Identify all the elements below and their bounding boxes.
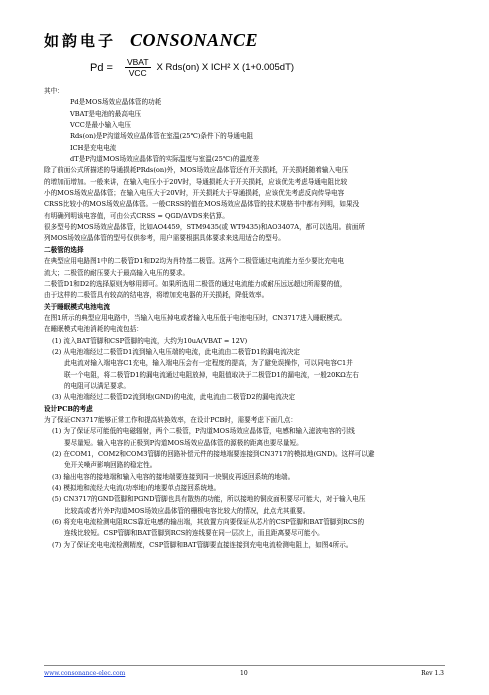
text-line: 由于这样的二极管具有较高的结电容，将增加充电器的开关损耗，降低效率。	[44, 291, 269, 300]
formula-numerator: VBAT	[126, 57, 149, 67]
text-line: 有明确列明该电容值，可由公式CRSS = QGD/ΔVDS来估算。	[44, 211, 229, 220]
text-line: 免开关噪声影响回路的稳定性。	[64, 461, 157, 470]
text-line: Rds(on)是P沟道场效应晶体管在室温(25℃)条件下的导通电阻	[70, 132, 254, 141]
list-item: (2) 从电池端经过二极管D1流到输入电压端的电流，此电流由二极管D1的漏电流决定	[52, 347, 300, 356]
text-line: 此电流对输入端电容C1充电，输入端电压会有一定程度的提高，为了避免误操作，可以同电容C1并	[64, 359, 353, 368]
list-item: (3) 输出电容的接地端和输入电容的接地端要连接到同一块铜皮再返回系统的地端。	[52, 472, 295, 481]
text-line: 的电阻可以满足要求。	[64, 381, 130, 390]
text-line: 其中：	[44, 87, 64, 95]
text-line: 在典型应用电路图1中的二极管D1和D2均为肖特基二极管。这两个二极管通过电流能力至少要比充电电	[44, 257, 345, 266]
footer	[44, 670, 444, 680]
list-item: (1) 为了保证尽可能低的电磁辐射，两个二极管，P沟道MOS场效应晶体管，电感和输入滤波电容的引线	[52, 427, 355, 436]
list-item: (1) 流入BAT管脚和CSP管脚的电流，大约为10uA(VBAT = 12V)	[52, 336, 248, 345]
revision-label: Rev 1.3	[421, 670, 444, 677]
website-link[interactable]: www.consonance-elec.com	[44, 670, 126, 677]
section-heading: 设计PCB的考虑	[44, 404, 93, 413]
text-line: ICH是充电电流	[70, 143, 117, 152]
text-line: 小的MOS场效应晶体管；在输入电压大于20V时，开关损耗大于导通损耗，应该优先考虑反向传导电容	[44, 189, 345, 198]
text-line: 联一个电阻，将二极管D1的漏电流通过电阻放掉，电阻值取决于二极管D1的漏电流，一般20KΩ左右	[64, 370, 359, 379]
text-line: 很多型号的MOS场效应晶体管，比如AO4459，STM9435(或 WT9435)和AO3407A，都可以选用。前面所	[44, 223, 366, 232]
formula-rhs: X Rds(on) X ICH² X (1+0.005dT)	[156, 62, 295, 73]
text-line: 为了保证CN3717能够正常工作和提高转换效率，在设计PCB时，需要考虑下面几点：	[44, 415, 297, 424]
text-line: VBAT是电池的最高电压	[70, 109, 142, 118]
text-line: 在睡眠模式电池消耗的电流包括：	[44, 325, 143, 334]
company-logo-english: CONSONANCE	[130, 30, 259, 50]
text-line: VCC是最小输入电压	[70, 121, 132, 130]
list-item: (5) CN3717的GND管脚和PGND管脚也具有散热的功能，所以接地的铜皮面积要尽可能大，对于输入电压	[52, 495, 366, 504]
text-line: 比较高或者片外P沟道MOS场效应晶体管的栅极电容比较大的情况，此点尤其重要。	[64, 506, 310, 515]
header	[44, 30, 258, 51]
list-item: (7) 为了保证充电电流检测精度，CSP管脚和BAT管脚要直接连接到充电电流检测电阻上，如图4所示。	[52, 540, 353, 549]
formula-fraction	[125, 57, 151, 78]
text-line: Pd是MOS场效应晶体管的功耗	[70, 98, 162, 107]
footer-divider	[44, 665, 445, 666]
text-line: 列MOS场效应晶体管的型号仅供参考，用户需要根据具体要求来选用适合的型号。	[44, 234, 285, 243]
text-line: 要尽量短。输入电容的正极到P沟道MOS场效应晶体管的源极的距离也要尽量短。	[64, 438, 303, 447]
formula-lhs: Pd =	[90, 61, 113, 74]
body-text	[44, 86, 444, 551]
section-heading: 关于睡眠模式电池电流	[44, 302, 110, 311]
text-line: 的增加而增加。一般来讲，在输入电压小于20V时，导通损耗大于开关损耗，应该优先考虑导通电阻比较	[44, 177, 348, 186]
text-line: 流大；二极管的耐压要大于最高输入电压的要求。	[44, 268, 190, 277]
power-dissipation-formula	[90, 57, 294, 78]
text-line: 在图1所示的典型应用电路中，当输入电压掉电或者输入电压低于电池电压时，CN3717进入睡眠模式。	[44, 313, 347, 322]
text-line: 二极管D1和D2的选择原则为够用即可。如果所选用二极管的通过电流能力或耐压远远超过所需要的值，	[44, 279, 347, 288]
formula-denominator: VCC	[128, 68, 147, 78]
text-line: CRSS比较小的MOS场效应晶体管。一般CRSS的值在MOS场效应晶体管的技术规格书中都有列明，如果没	[44, 200, 360, 209]
text-line: 除了前面公式所描述的导通损耗PRds(on)外，MOS场效应晶体管还有开关损耗，开关损耗随着输入电压	[44, 166, 349, 175]
text-line: dT是P沟道MOS场效应晶体管的实际温度与室温(25℃)的温度差	[70, 155, 260, 164]
page-number: 10	[240, 670, 248, 677]
section-heading: 二极管的选择	[44, 245, 84, 254]
list-item: (4) 模拟地和流经大电流(功率地)的地要单点接回系统地。	[52, 484, 221, 493]
list-item: (6) 将充电电流检测电阻RCS靠近电感的输出端，其放置方向要保证从芯片的CSP管脚和BAT管脚到RCS的	[52, 518, 365, 527]
list-item: (2) 在COM1，COM2和COM3管脚的回路补偿元件的接地端要连接到CN3717的模拟地(GND)。这样可以避	[52, 450, 375, 458]
company-logo-chinese: 如韵电子	[44, 32, 117, 50]
list-item: (3) 从电池端经过二极管D2流到地(GND)的电流，此电流由二极管D2的漏电流决定	[52, 393, 296, 402]
text-line: 连线比较短。CSP管脚和BAT管脚到RCS的连线要在同一层次上，而且距离要尽可能小。	[64, 529, 324, 538]
